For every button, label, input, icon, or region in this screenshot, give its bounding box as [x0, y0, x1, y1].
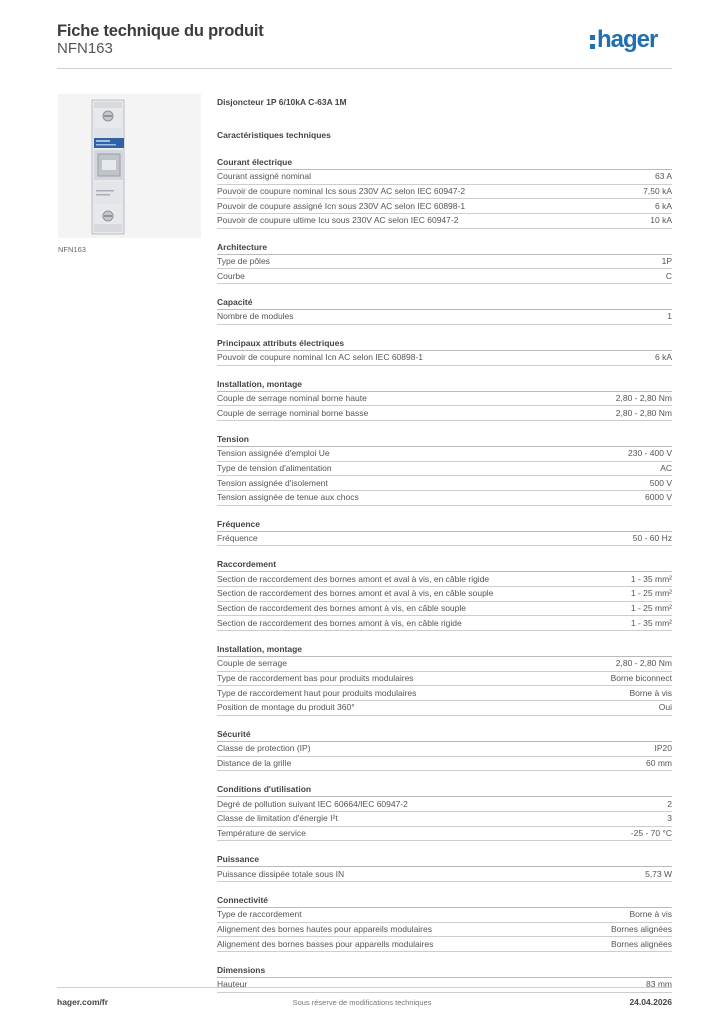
- spec-row: [217, 867, 672, 882]
- spec-label: Pouvoir de coupure ultime Icu sous 230V AC selon IEC 60947-2: [217, 215, 459, 226]
- circuit-breaker-illustration: [58, 94, 201, 238]
- spec-value: 2,80 - 2,80 Nm: [615, 392, 672, 403]
- footer-website-link[interactable]: hager.com/fr: [57, 997, 109, 1007]
- spec-value: 6000 V: [645, 492, 672, 503]
- spec-label: Classe de limitation d'énergie I²t: [217, 813, 338, 824]
- spec-label: Section de raccordement des bornes amont à vis, en câble souple: [217, 603, 467, 614]
- spec-label: Classe de protection (IP): [217, 743, 311, 754]
- spec-row: [217, 602, 672, 617]
- spec-value: 2,80 - 2,80 Nm: [615, 407, 672, 418]
- spec-label: Type de tension d'alimentation: [217, 462, 332, 473]
- spec-row: [217, 269, 672, 284]
- image-caption: NFN163: [58, 245, 86, 254]
- spec-value: 63 A: [654, 171, 672, 182]
- section-title: Courant électrique: [217, 156, 672, 170]
- spec-row: [217, 672, 672, 687]
- hager-logo[interactable]: [590, 27, 672, 53]
- spec-row: [217, 255, 672, 270]
- spec-value: -25 - 70 °C: [630, 827, 672, 838]
- spec-value: Oui: [658, 702, 672, 713]
- spec-value: 230 - 400 V: [628, 448, 672, 459]
- footer-divider: [57, 987, 672, 988]
- spec-value: 2,80 - 2,80 Nm: [615, 658, 672, 669]
- spec-label: Section de raccordement des bornes amont et aval à vis, en câble souple: [217, 588, 494, 599]
- spec-row: [217, 572, 672, 587]
- spec-row: [217, 491, 672, 506]
- specs-heading: Caractéristiques techniques: [217, 130, 331, 140]
- spec-value: 50 - 60 Hz: [632, 532, 672, 543]
- spec-row: [217, 199, 672, 214]
- spec-row: [217, 978, 672, 993]
- spec-label: Section de raccordement des bornes amont à vis, en câble rigide: [217, 617, 462, 628]
- section-title: Principaux attributs électriques: [217, 337, 672, 351]
- spec-value: 6 kA: [654, 200, 672, 211]
- spec-label: Pouvoir de coupure nominal Ics sous 230V AC selon IEC 60947-2: [217, 186, 466, 197]
- spec-label: Tension assignée de tenue aux chocs: [217, 492, 359, 503]
- spec-label: Type de raccordement: [217, 909, 302, 920]
- spec-row: [217, 185, 672, 200]
- spec-row: [217, 797, 672, 812]
- spec-label: Nombre de modules: [217, 311, 294, 322]
- section-title: Tension: [217, 433, 672, 447]
- spec-label: Puissance dissipée totale sous IN: [217, 868, 345, 879]
- spec-value: Borne biconnect: [610, 673, 672, 684]
- spec-label: Hauteur: [217, 979, 248, 990]
- spec-row: [217, 351, 672, 366]
- section-title: Raccordement: [217, 558, 672, 572]
- section-title: Puissance: [217, 853, 672, 867]
- spec-label: Pouvoir de coupure assigné Icn sous 230V AC selon IEC 60898-1: [217, 200, 466, 211]
- spec-label: Distance de la grille: [217, 757, 292, 768]
- spec-value: 1: [667, 311, 672, 322]
- section-title: Dimensions: [217, 964, 672, 978]
- spec-row: [217, 616, 672, 631]
- spec-label: Couple de serrage: [217, 658, 287, 669]
- product-reference: NFN163: [57, 40, 113, 57]
- spec-label: Courbe: [217, 270, 245, 281]
- footer-disclaimer: Sous réserve de modifications techniques: [292, 998, 432, 1007]
- header-divider: [57, 68, 672, 69]
- spec-label: Couple de serrage nominal borne basse: [217, 407, 369, 418]
- spec-value: 6 kA: [654, 352, 672, 363]
- spec-row: [217, 657, 672, 672]
- spec-value: IP20: [654, 743, 672, 754]
- spec-row: [217, 757, 672, 772]
- section-title: Capacité: [217, 296, 672, 310]
- spec-label: Type de raccordement haut pour produits modulaires: [217, 687, 417, 698]
- spec-value: Bornes alignées: [611, 923, 672, 934]
- spec-value: C: [665, 270, 672, 281]
- spec-value: AC: [660, 462, 672, 473]
- spec-row: [217, 923, 672, 938]
- spec-value: Bornes alignées: [611, 938, 672, 949]
- spec-value: 7,50 kA: [643, 186, 672, 197]
- spec-label: Pouvoir de coupure nominal Icn AC selon IEC 60898-1: [217, 352, 424, 363]
- spec-row: [217, 937, 672, 952]
- spec-value: Borne à vis: [629, 687, 672, 698]
- logo-text: hager: [597, 26, 658, 53]
- page-title: Fiche technique du produit: [57, 22, 264, 40]
- spec-value: 1 - 35 mm²: [630, 617, 672, 628]
- spec-row: [217, 686, 672, 701]
- spec-value: 1 - 25 mm²: [630, 588, 672, 599]
- spec-label: Température de service: [217, 827, 306, 838]
- spec-row: [217, 170, 672, 185]
- spec-label: Couple de serrage nominal borne haute: [217, 392, 367, 403]
- spec-label: Type de raccordement bas pour produits modulaires: [217, 673, 414, 684]
- spec-label: Position de montage du produit 360°: [217, 702, 355, 713]
- spec-value: 10 kA: [650, 215, 672, 226]
- section-title: Connectivité: [217, 894, 672, 908]
- spec-row: [217, 742, 672, 757]
- spec-label: Courant assigné nominal: [217, 171, 312, 182]
- section-title: Installation, montage: [217, 378, 672, 392]
- spec-row: [217, 310, 672, 325]
- spec-value: 2: [667, 798, 672, 809]
- spec-row: [217, 587, 672, 602]
- section-title: Conditions d'utilisation: [217, 783, 672, 797]
- section-title: Fréquence: [217, 518, 672, 532]
- spec-row: [217, 447, 672, 462]
- spec-row: [217, 462, 672, 477]
- spec-row: [217, 908, 672, 923]
- spec-value: 5,73 W: [645, 868, 672, 879]
- spec-label: Alignement des bornes hautes pour appareils modulaires: [217, 923, 432, 934]
- spec-row: [217, 406, 672, 421]
- section-title: Installation, montage: [217, 643, 672, 657]
- spec-label: Fréquence: [217, 532, 258, 543]
- spec-value: 500 V: [649, 477, 672, 488]
- spec-sheet: [217, 96, 672, 993]
- spec-value: 60 mm: [646, 757, 672, 768]
- product-name: Disjoncteur 1P 6/10kA C-63A 1M: [217, 97, 347, 107]
- spec-value: 1 - 25 mm²: [630, 603, 672, 614]
- spec-value: 3: [667, 813, 672, 824]
- spec-value: Borne à vis: [629, 909, 672, 920]
- footer-date: 24.04.2026: [629, 997, 672, 1007]
- spec-value: 1P: [661, 256, 672, 267]
- spec-row: [217, 392, 672, 407]
- spec-row: [217, 532, 672, 547]
- spec-row: [217, 701, 672, 716]
- spec-label: Degré de pollution suivant IEC 60664/IEC 60947-2: [217, 798, 408, 809]
- section-title: Architecture: [217, 241, 672, 255]
- spec-label: Tension assignée d'isolement: [217, 477, 328, 488]
- product-image: [58, 94, 201, 238]
- spec-label: Tension assignée d'emploi Ue: [217, 448, 330, 459]
- spec-row: [217, 827, 672, 842]
- spec-label: Type de pôles: [217, 256, 270, 267]
- logo-colon-icon: [590, 35, 595, 49]
- spec-value: 83 mm: [646, 979, 672, 990]
- spec-label: Section de raccordement des bornes amont et aval à vis, en câble rigide: [217, 573, 490, 584]
- spec-label: Alignement des bornes basses pour appareils modulaires: [217, 938, 434, 949]
- spec-row: [217, 812, 672, 827]
- spec-row: [217, 214, 672, 229]
- spec-value: 1 - 35 mm²: [630, 573, 672, 584]
- spec-sections: [217, 156, 672, 993]
- spec-row: [217, 476, 672, 491]
- section-title: Sécurité: [217, 728, 672, 742]
